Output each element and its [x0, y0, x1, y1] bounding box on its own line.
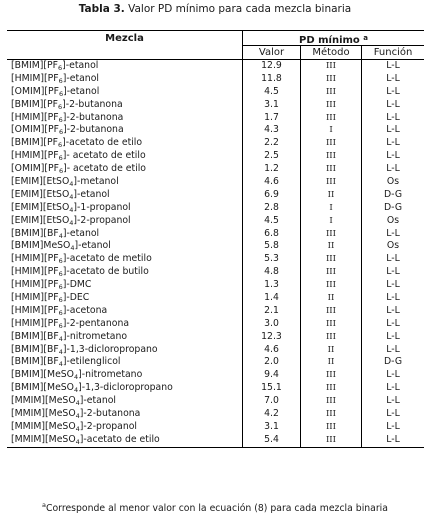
table-row: [7, 240, 424, 253]
table-row: [7, 215, 424, 228]
cell-funcion: L-L: [386, 330, 400, 342]
cell-funcion: L-L: [386, 395, 400, 407]
cell-mezcla: $[HMIM][PF_6]$-etanol: [7, 73, 243, 86]
cell-mezcla: [MMIM][MeSO$_4$]-etanol: [7, 395, 243, 408]
table-footnote: [0, 499, 430, 515]
cell-funcion: L-L: [386, 304, 400, 316]
cell-mezcla: $[HMIM][PF_6]-2$-butanona: [7, 112, 243, 125]
cell-funcion: L-L: [386, 343, 400, 355]
table-row: [7, 112, 424, 125]
cell-metodo: III: [301, 369, 362, 382]
cell-valor: 4.5: [243, 215, 301, 228]
cell-mezcla: $[BMIM][BF_4]-1,3$-dicloropropano: [7, 344, 243, 357]
cell-metodo: III: [301, 331, 362, 344]
cell-funcion: L-L: [386, 382, 400, 394]
cell-mezcla: $[HMIM][PF_6]$-acetona: [7, 305, 243, 318]
cell-mezcla: $[HMIM][PF_6]$-acetato de metilo: [7, 253, 243, 266]
cell-mezcla: [MMIM][MeSO$_4$]-2-butanona: [7, 408, 243, 421]
cell-funcion: L-L: [386, 85, 400, 97]
table-caption-label: Tabla 3.: [78, 3, 125, 15]
table-header-row-1: [7, 31, 424, 46]
table-row: [7, 369, 424, 382]
cell-funcion: D-G: [383, 188, 403, 200]
table-row: [7, 382, 424, 395]
cell-mezcla: [MMIM][MeSO$_4$]-acetato de etilo: [7, 434, 243, 447]
cell-metodo: III: [301, 279, 362, 292]
table-row: [7, 253, 424, 266]
cell-valor: 15.1: [243, 382, 301, 395]
table-header-row-2: [7, 46, 424, 60]
table-caption: [0, 3, 430, 16]
cell-metodo: III: [301, 305, 362, 318]
footnote-text: Corresponde al menor valor con la ecuación (8) para cada mezcla binaria: [46, 503, 388, 515]
table-row: [7, 150, 424, 163]
cell-funcion: L-L: [386, 420, 400, 432]
cell-mezcla: $[BMIM][PF_6]-2$-butanona: [7, 99, 243, 112]
cell-mezcla: $[BMIM][BF_4]$-etilenglicol: [7, 356, 243, 369]
table-row: [7, 279, 424, 292]
cell-mezcla: $[BMIM][BF_4]$-etanol: [7, 228, 243, 241]
cell-mezcla: [BMIM][MeSO$_4$]-1,3-dicloropropano: [7, 382, 243, 395]
cell-metodo: II: [301, 344, 362, 357]
cell-metodo: III: [301, 60, 362, 73]
cell-funcion: D-G: [383, 356, 403, 368]
cell-metodo: III: [301, 421, 362, 434]
table-body: [7, 60, 424, 447]
cell-funcion: L-L: [386, 72, 400, 84]
cell-funcion: L-L: [386, 137, 400, 149]
cell-metodo: III: [301, 253, 362, 266]
cell-mezcla: $[BMIM][BF_4]$-nitrometano: [7, 331, 243, 344]
table-row: [7, 356, 424, 369]
cell-valor: 2.5: [243, 150, 301, 163]
cell-metodo: I: [301, 215, 362, 228]
cell-mezcla: $[OMIM][PF_6]$-etanol: [7, 86, 243, 99]
table-row: [7, 189, 424, 202]
cell-valor: 4.5: [243, 86, 301, 99]
cell-mezcla: $[HMIM][PF_6]-$ acetato de etilo: [7, 150, 243, 163]
cell-valor: 7.0: [243, 395, 301, 408]
cell-mezcla: [EMIM][EtSO$_4$]-metanol: [7, 176, 243, 189]
cell-valor: 11.8: [243, 73, 301, 86]
cell-mezcla: $[HMIM][PF_6]-2$-pentanona: [7, 318, 243, 331]
cell-metodo: I: [301, 124, 362, 137]
cell-valor: 4.3: [243, 124, 301, 137]
cell-valor: 5.4: [243, 434, 301, 447]
table-row: [7, 305, 424, 318]
header-funcion: Función: [373, 47, 413, 58]
cell-valor: 1.2: [243, 163, 301, 176]
table-row: [7, 344, 424, 357]
header-valor: Valor: [243, 46, 301, 59]
cell-metodo: III: [301, 112, 362, 125]
cell-mezcla: [EMIM][EtSO$_4$]-etanol: [7, 189, 243, 202]
cell-funcion: L-L: [386, 279, 400, 291]
cell-funcion: L-L: [386, 408, 400, 420]
cell-funcion: L-L: [386, 292, 400, 304]
cell-metodo: II: [301, 189, 362, 202]
cell-metodo: III: [301, 137, 362, 150]
cell-valor: 3.0: [243, 318, 301, 331]
cell-mezcla: $[HMIM][PF_6]$-DMC: [7, 279, 243, 292]
cell-valor: 12.9: [243, 60, 301, 73]
cell-valor: 4.2: [243, 408, 301, 421]
cell-metodo: II: [301, 292, 362, 305]
table-row: [7, 408, 424, 421]
cell-funcion: L-L: [386, 150, 400, 162]
header-blank: [7, 46, 243, 59]
cell-mezcla: $[OMIM][PF_6]-2$-butanona: [7, 124, 243, 137]
table-row: [7, 163, 424, 176]
cell-mezcla: $[HMIM][PF_6]$-acetato de butilo: [7, 266, 243, 279]
cell-mezcla: $[OMIM][PF_6]-$ acetato de etilo: [7, 163, 243, 176]
cell-metodo: II: [301, 240, 362, 253]
cell-mezcla: [BMIM][MeSO$_4$]-nitrometano: [7, 369, 243, 382]
table-row: [7, 99, 424, 112]
cell-mezcla: [EMIM][EtSO$_4$]-1-propanol: [7, 202, 243, 215]
cell-metodo: III: [301, 395, 362, 408]
cell-mezcla: [EMIM][EtSO$_4$]-2-propanol: [7, 215, 243, 228]
header-mezcla: Mezcla: [7, 31, 243, 46]
table-row: [7, 86, 424, 99]
cell-valor: 6.8: [243, 228, 301, 241]
table-row: [7, 266, 424, 279]
cell-metodo: I: [301, 202, 362, 215]
cell-metodo: III: [301, 382, 362, 395]
cell-funcion: L-L: [386, 253, 400, 265]
cell-funcion: L-L: [386, 111, 400, 123]
cell-valor: 6.9: [243, 189, 301, 202]
cell-mezcla: $[BMIM][PF_6]$-etanol: [7, 60, 243, 73]
cell-metodo: III: [301, 163, 362, 176]
cell-valor: 2.0: [243, 356, 301, 369]
cell-metodo: III: [301, 318, 362, 331]
cell-valor: 2.2: [243, 137, 301, 150]
table-row: [7, 318, 424, 331]
cell-valor: 2.8: [243, 202, 301, 215]
cell-funcion: L-L: [386, 433, 400, 445]
cell-valor: 3.1: [243, 99, 301, 112]
table-row: [7, 421, 424, 434]
table-row: [7, 331, 424, 344]
cell-valor: 4.6: [243, 176, 301, 189]
cell-metodo: III: [301, 73, 362, 86]
cell-funcion: L-L: [386, 317, 400, 329]
cell-funcion: L-L: [386, 369, 400, 381]
cell-metodo: III: [301, 228, 362, 241]
cell-metodo: II: [301, 356, 362, 369]
cell-funcion: Os: [386, 176, 400, 188]
cell-mezcla: [MMIM][MeSO$_4$]-2-propanol: [7, 421, 243, 434]
table-caption-text: Valor PD mínimo para cada mezcla binaria: [124, 3, 352, 15]
cell-valor: 12.3: [243, 331, 301, 344]
cell-valor: 4.8: [243, 266, 301, 279]
cell-funcion: D-G: [383, 201, 403, 213]
cell-funcion: Os: [386, 240, 400, 252]
table-row: [7, 137, 424, 150]
table-row: [7, 228, 424, 241]
header-metodo: Método: [301, 46, 362, 59]
header-pd-minimo-sup: a: [363, 34, 368, 42]
cell-valor: 1.4: [243, 292, 301, 305]
cell-funcion: Os: [386, 214, 400, 226]
cell-metodo: III: [301, 150, 362, 163]
cell-metodo: III: [301, 266, 362, 279]
cell-funcion: L-L: [386, 124, 400, 136]
cell-valor: 2.1: [243, 305, 301, 318]
table-row: [7, 60, 424, 73]
cell-valor: 4.6: [243, 344, 301, 357]
header-pd-minimo: [243, 31, 424, 46]
table-row: [7, 73, 424, 86]
cell-mezcla: [BMIM]MeSO$_4$]-etanol: [7, 240, 243, 253]
cell-mezcla: $[HMIM][PF_6]$-DEC: [7, 292, 243, 305]
cell-funcion: L-L: [386, 227, 400, 239]
cell-metodo: III: [301, 434, 362, 447]
cell-metodo: III: [301, 86, 362, 99]
footnote-marker: a: [42, 501, 46, 509]
table-row: [7, 202, 424, 215]
cell-valor: 3.1: [243, 421, 301, 434]
cell-valor: 5.3: [243, 253, 301, 266]
cell-funcion: L-L: [386, 266, 400, 278]
cell-metodo: III: [301, 408, 362, 421]
cell-funcion: L-L: [386, 163, 400, 175]
cell-valor: 1.3: [243, 279, 301, 292]
cell-funcion: L-L: [386, 60, 400, 71]
pd-table: [7, 30, 424, 448]
cell-valor: 5.8: [243, 240, 301, 253]
cell-metodo: III: [301, 176, 362, 189]
table-row: [7, 124, 424, 137]
table-row: [7, 434, 424, 447]
header-pd-minimo-label: PD mínimo: [298, 35, 360, 46]
table-row: [7, 176, 424, 189]
cell-valor: 9.4: [243, 369, 301, 382]
cell-funcion: L-L: [386, 98, 400, 110]
table-row: [7, 292, 424, 305]
cell-mezcla: $[BMIM][PF_6]$-acetato de etilo: [7, 137, 243, 150]
table-row: [7, 395, 424, 408]
cell-metodo: III: [301, 99, 362, 112]
cell-valor: 1.7: [243, 112, 301, 125]
